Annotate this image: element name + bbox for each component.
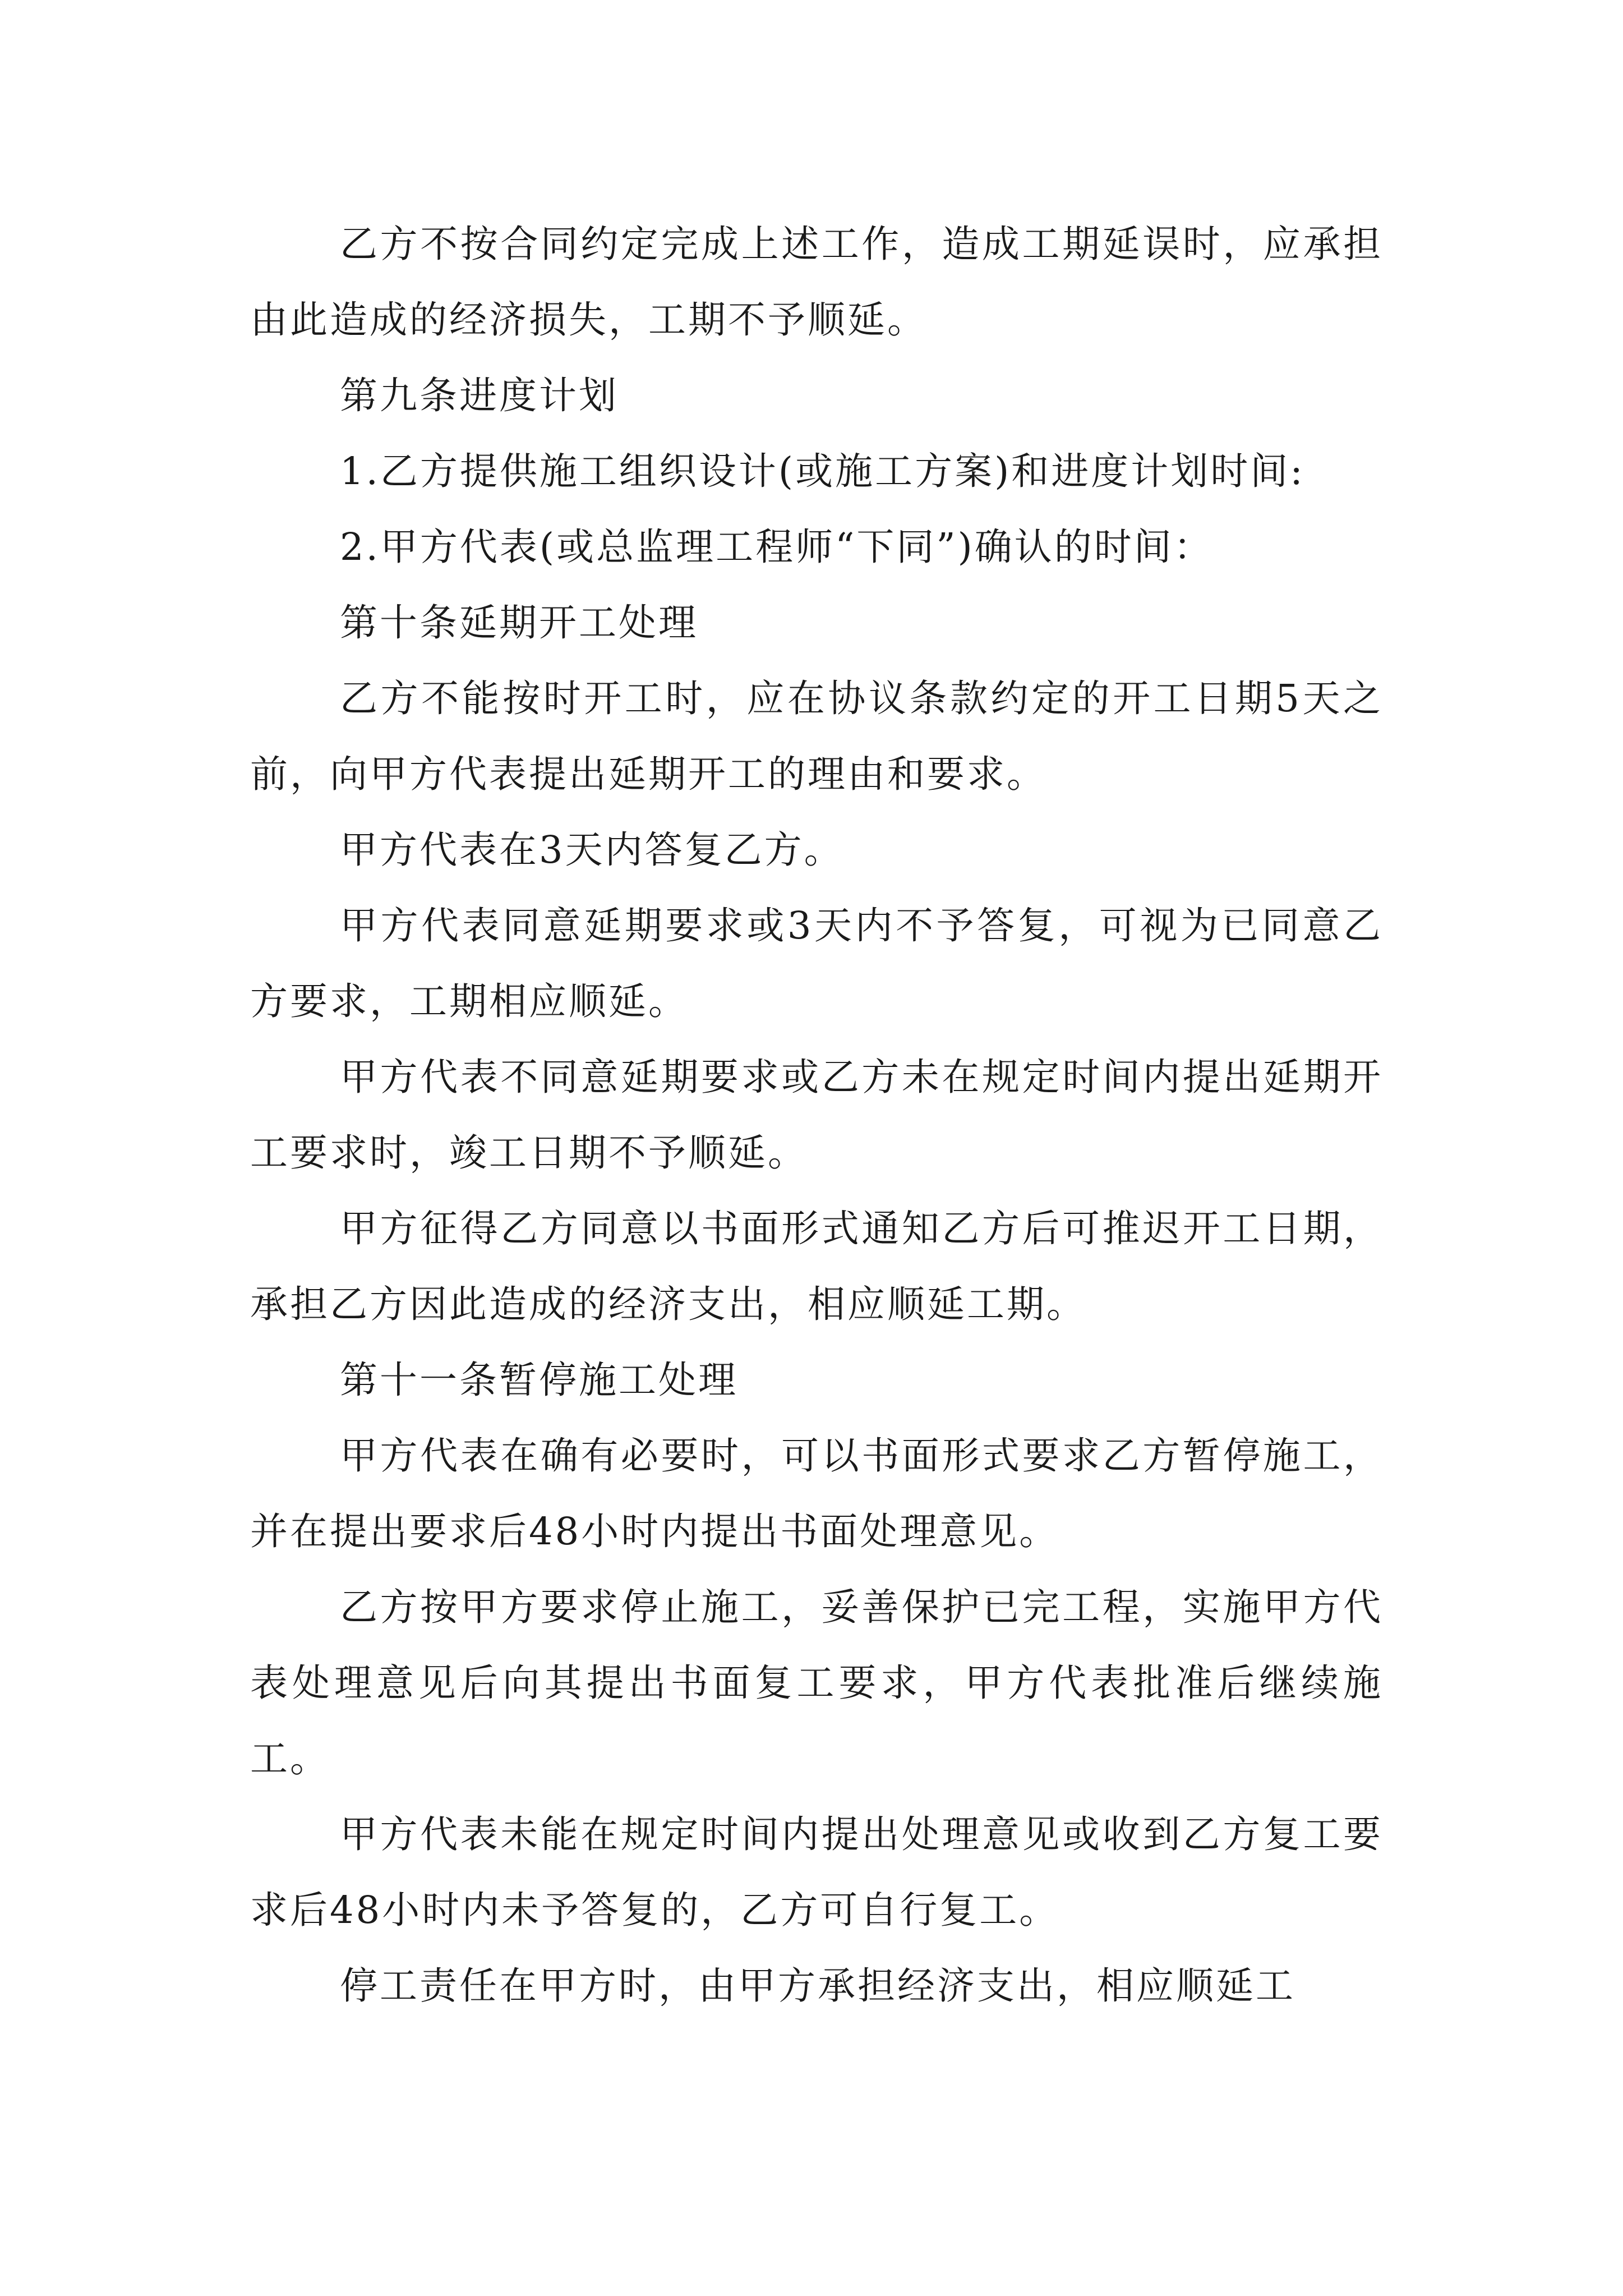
paragraph: 停工责任在甲方时，由甲方承担经济支出，相应顺延工 (340, 1964, 1295, 2008)
paragraph: 甲方代表同意延期要求或3天内不予答复，可视为已同意乙方要求，工期相应顺延。 (250, 904, 1383, 1023)
paragraph: 甲方征得乙方同意以书面形式通知乙方后可推迟开工日期，承担乙方因此造成的经济支出，相应顺延工期。 (250, 1207, 1383, 1326)
list-item: 1.乙方提供施工组织设计(或施工方案)和进度计划时间: (340, 449, 1305, 493)
section-heading: 第十条延期开工处理 (340, 601, 698, 645)
paragraph: 乙方不能按时开工时，应在协议条款约定的开工日期5天之前，向甲方代表提出延期开工的理由和要求。 (250, 677, 1383, 796)
paragraph: 甲方代表在确有必要时，可以书面形式要求乙方暂停施工，并在提出要求后48小时内提出书面处理意见。 (250, 1434, 1383, 1553)
paragraph: 乙方按甲方要求停止施工，妥善保护已完工程，实施甲方代表处理意见后向其提出书面复工要求，甲方代表批准后继续施工。 (250, 1585, 1383, 1780)
section-heading: 第十一条暂停施工处理 (340, 1358, 738, 1402)
list-item: 2.甲方代表(或总监理工程师“下同”)确认的时间： (340, 525, 1214, 569)
paragraph: 乙方不按合同约定完成上述工作，造成工期延误时，应承担由此造成的经济损失，工期不予顺延。 (250, 222, 1383, 342)
paragraph: 甲方代表未能在规定时间内提出处理意见或收到乙方复工要求后48小时内未予答复的，乙方可自行复工。 (250, 1812, 1383, 1932)
paragraph: 甲方代表在3天内答复乙方。 (340, 828, 844, 872)
document-body (250, 206, 1383, 2024)
paragraph: 甲方代表不同意延期要求或乙方未在规定时间内提出延期开工要求时，竣工日期不予顺延。 (250, 1055, 1383, 1175)
section-heading: 第九条进度计划 (340, 374, 619, 417)
